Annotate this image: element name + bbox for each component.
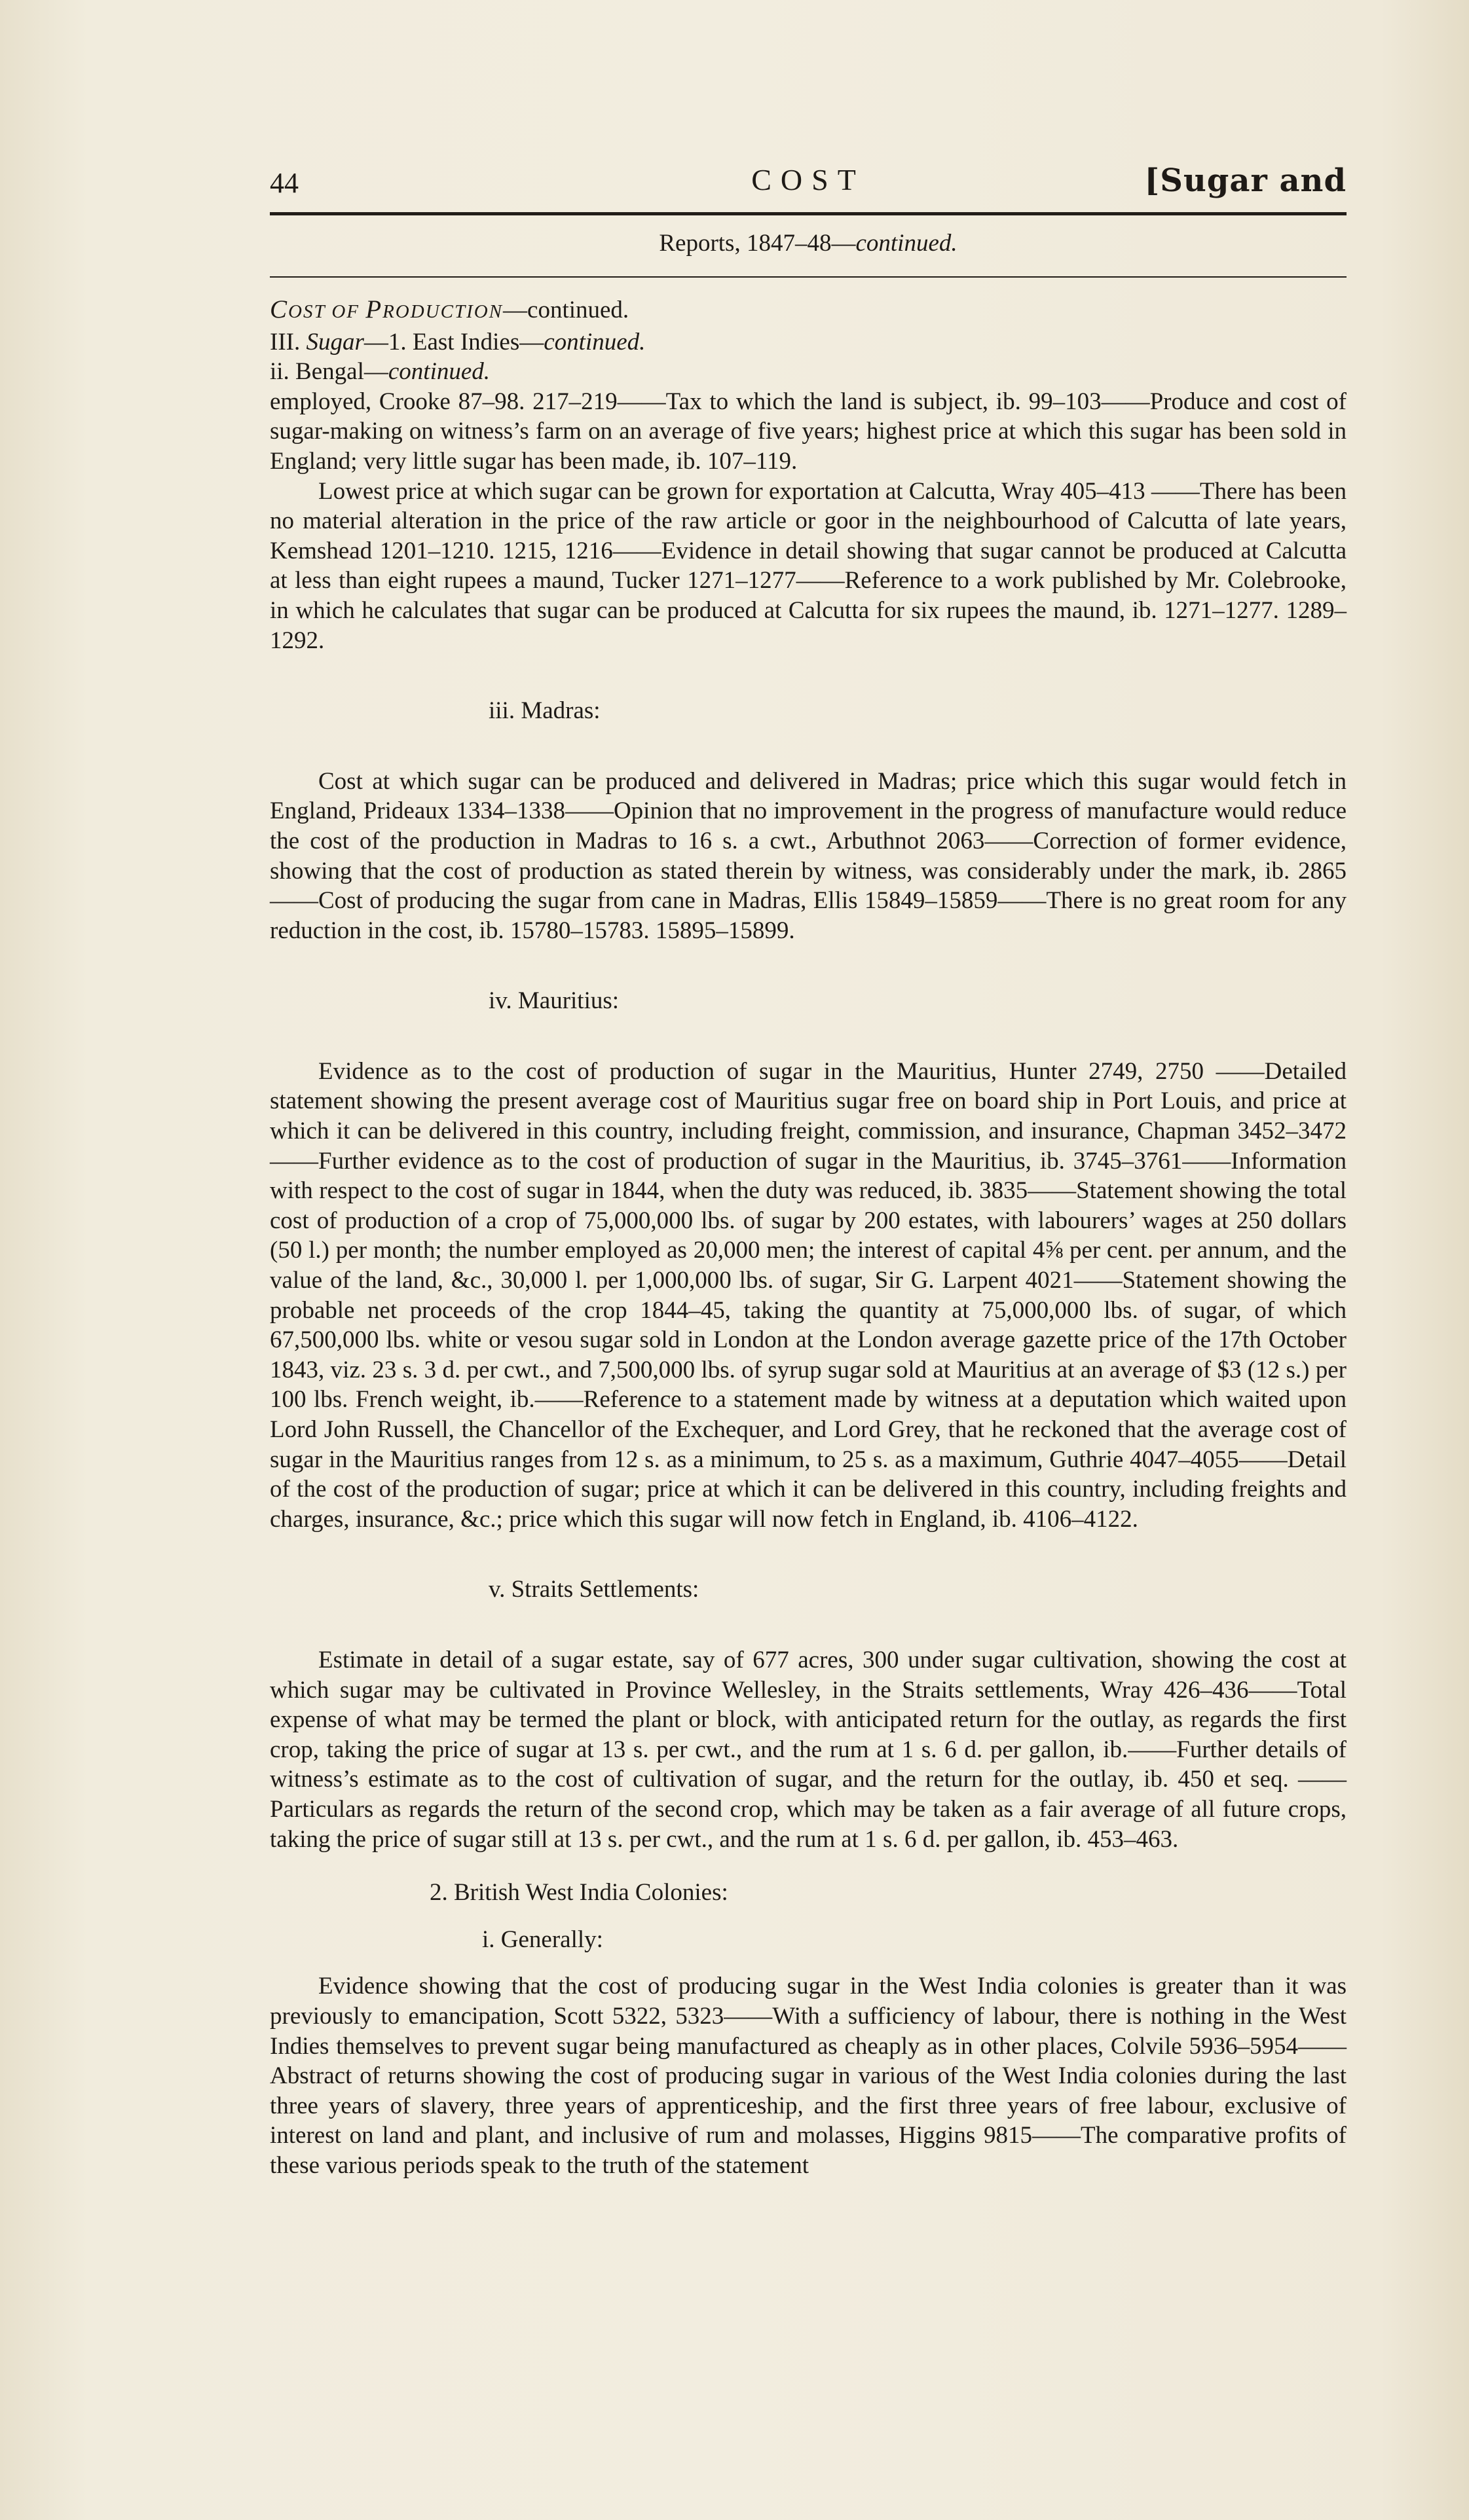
section-heading-cost-of-production	[270, 295, 1347, 327]
paragraph-bengal-1: employed, Crooke 87–98. 217–219——Tax to which the land is subject, ib. 99–103——Produce and cost of sugar-making on witness’s farm on an average of five years; highest price at which this sugar has been sold in England; very little sugar has been made, ib. 107–119.	[270, 388, 1347, 475]
bengal-continued: continued.	[388, 358, 491, 386]
subheading-east-indies: —1. East Indies—	[363, 328, 544, 356]
reports-subheader	[270, 229, 1347, 257]
paragraph-bengal-2: Lowest price at which sugar can be grown for exportation at Calcutta, Wray 405–413 ——There has been no material alteration in the price of the raw article or goor in the neighbourhood of Calcutta of late years, Kemshead 1201–1210. 1215, 1216——Evidence in detail showing that sugar cannot be produced at Calcutta at less than eight rupees a maund, Tucker 1271–1277——Reference to a work published by Mr. Colebrooke, in which he calculates that sugar can be produced at Calcutta for six rupees the maund, ib. 1271–1277. 1289–1292.	[270, 477, 1347, 654]
heading-british-west-india: 2. British West India Colonies:	[430, 1879, 728, 1907]
page-header	[270, 160, 1347, 206]
heading-madras: iii. Madras:	[489, 697, 601, 725]
subheading-roman: III.	[270, 328, 307, 356]
reports-label: Reports, 1847–48—	[659, 230, 856, 257]
heading-cost-initial: C	[270, 295, 289, 323]
index-content	[270, 295, 1347, 2180]
heading-production-initial: P	[365, 295, 383, 323]
subheading-sugar: Sugar	[306, 328, 364, 356]
paragraph-mauritius: Evidence as to the cost of production of sugar in the Mauritius, Hunter 2749, 2750 ——Detailed statement showing the present average cost of Mauritius sugar free on board ship in Port Louis, and price at which it can be delivered in this country, including freight, commission, and insurance, Chapman 3452–3472——Further evidence as to the cost of production of sugar in the Mauritius, ib. 3745–3761——Information with respect to the cost of sugar in 1844, when the duty was reduced, ib. 3835——Statement showing the total cost of production of a crop of 75,000,000 lbs. of sugar by 200 estates, with labourers’ wages at 250 dollars (50 l.) per month; the number employed as 20,000 men; the interest of capital 4⅝ per cent. per annum, and the value of the land, &c., 30,000 l. per 1,000,000 lbs. of sugar, Sir G. Larpent 4021——Statement showing the probable net proceeds of the crop 1844–45, taking the quantity at 75,000,000 lbs. of sugar, of which 67,500,000 lbs. white or vesou sugar sold in London at the London average gazette price of the 17th October 1843, viz. 23 s. 3 d. per cwt., and 7,500,000 lbs. of syrup sugar sold at Mauritius at an average of $3 (12 s.) per 100 lbs. French weight, ib.——Reference to a statement made by witness at a deputation which waited upon Lord John Russell, the Chancellor of the Exchequer, and Lord Grey, that he reckoned that the average cost of sugar in the Mauritius ranges from 12 s. as a minimum, to 25 s. as a maximum, Guthrie 4047–4055——Detail of the cost of the production of sugar; price at which it can be delivered in this country, including freights and charges, insurance, &c.; price which this sugar will now fetch in England, ib. 4106–4122.	[270, 1057, 1347, 1533]
reports-continued: continued.	[855, 230, 958, 257]
page-number: 44	[270, 167, 299, 199]
heading-cost-rest: OST OF	[288, 301, 360, 322]
heading-continued: —continued.	[503, 297, 629, 323]
heading-straits-settlements: v. Straits Settlements:	[489, 1576, 699, 1603]
paragraph-madras: Cost at which sugar can be produced and delivered in Madras; price which this sugar would fetch in England, Prideaux 1334–1338——Opinion that no improvement in the progress of manufacture would reduce the cost of the production in Madras to 16 s. a cwt., Arbuthnot 2063——Correction of former evidence, showing that the cost of production as stated therein by witness, was considerably under the mark, ib. 2865——Cost of producing the sugar from cane in Madras, Ellis 15849–15859——There is no great room for any reduction in the cost, ib. 15780–15783. 15895–15899.	[270, 767, 1347, 944]
subheading-continued: continued.	[544, 328, 646, 356]
header-rule	[270, 212, 1347, 215]
heading-mauritius: iv. Mauritius:	[489, 987, 620, 1015]
bengal-label: ii. Bengal—	[270, 358, 388, 386]
running-section-title: [Sugar and	[1144, 162, 1347, 199]
heading-generally: i. Generally:	[482, 1926, 603, 1953]
running-title: COST	[751, 163, 865, 196]
subheading-bengal	[270, 357, 1347, 387]
subheading-sugar-east-indies	[270, 327, 1347, 357]
subheader-rule	[270, 276, 1347, 278]
paragraph-british-west-india: Evidence showing that the cost of producing sugar in the West India colonies is greater than it was previously to emancipation, Scott 5322, 5323——With a sufficiency of labour, there is nothing in the West Indies themselves to prevent sugar being manufactured as cheaply as in other places, Colvile 5936–5954——Abstract of returns showing the cost of producing sugar in various of the West India colonies during the last three years of slavery, three years of apprenticeship, and the first three years of free labour, exclusive of interest on land and plant, and inclusive of rum and molasses, Higgins 9815——The comparative profits of these various periods speak to the truth of the statement	[270, 1973, 1347, 2179]
paragraph-straits-settlements: Estimate in detail of a sugar estate, say of 677 acres, 300 under sugar cultivation, showing the cost at which sugar may be cultivated in Province Wellesley, in the Straits settlements, Wray 426–436——Total expense of what may be termed the plant or block, with anticipated return for the outlay, as regards the first crop, taking the price of sugar at 13 s. per cwt., and the rum at 1 s. 6 d. per gallon, ib.——Further details of witness’s estimate as to the cost of cultivation of sugar, and the return for the outlay, ib. 450 et seq. ——Particulars as regards the return of the second crop, which may be taken as a fair average of all future crops, taking the price of sugar still at 13 s. per cwt., and the rum at 1 s. 6 d. per gallon, ib. 453–463.	[270, 1646, 1347, 1853]
heading-production-rest: RODUCTION	[382, 301, 504, 322]
